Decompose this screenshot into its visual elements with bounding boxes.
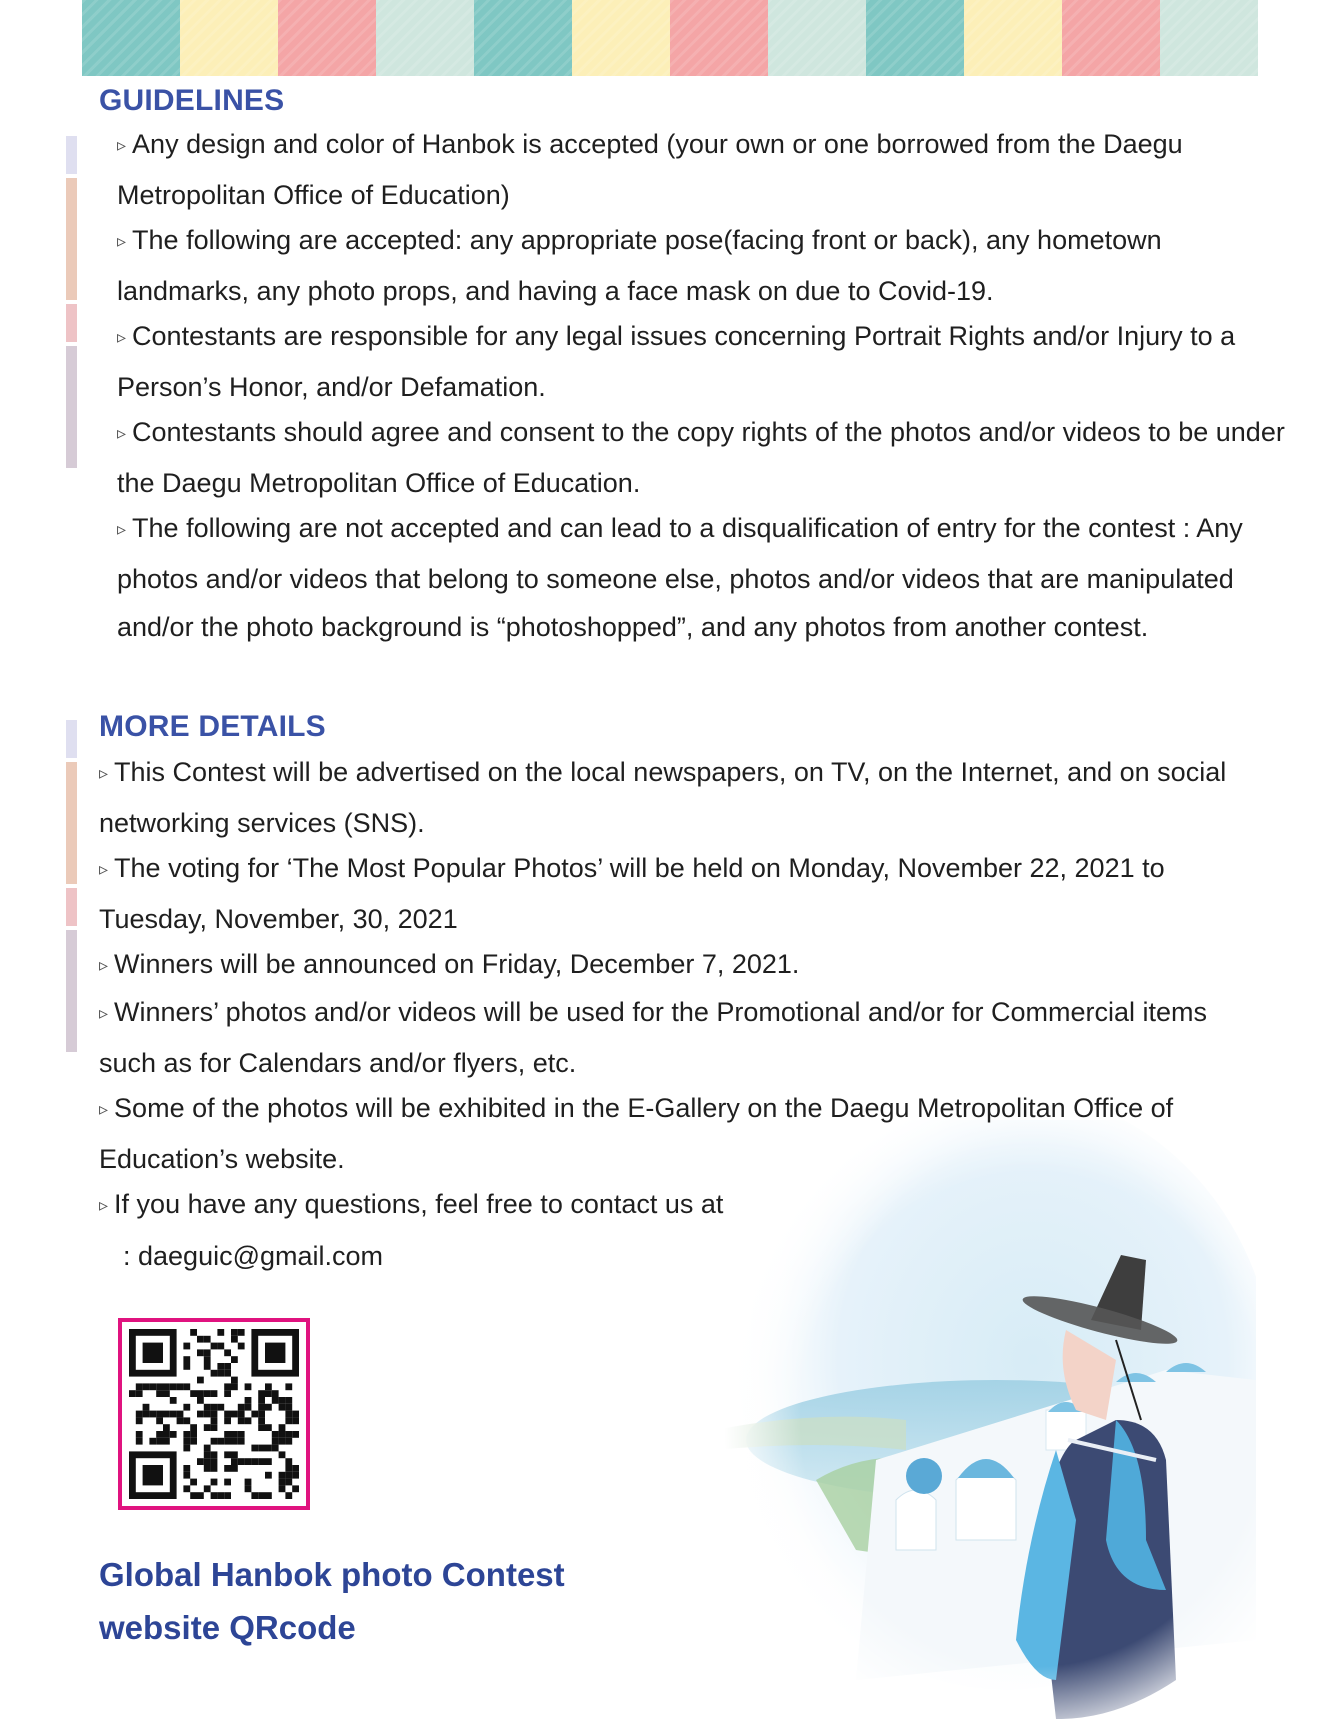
guideline-text: Contestants should agree and consent to the copy rights of the photos and/or videos to be under the Daegu Metropolitan Office of Education. [117, 417, 1285, 498]
band-segment [866, 0, 964, 76]
detail-item [99, 748, 1271, 847]
triangle-bullet-icon: ▹ [99, 859, 109, 879]
detail-text: Winners’ photos and/or videos will be used for the Promotional and/or for Commercial items such as for Calendars and/or flyers, etc. [99, 997, 1208, 1078]
qr-code-icon [129, 1329, 299, 1499]
detail-text: The voting for ‘The Most Popular Photos’ will be held on Monday, November 22, 2021 to Tuesday, November, 30, 2021 [99, 853, 1165, 934]
qr-caption [99, 1548, 565, 1654]
detail-text: If you have any questions, feel free to contact us at [114, 1189, 724, 1219]
guideline-item [99, 120, 1289, 219]
triangle-bullet-icon: ▹ [117, 519, 127, 539]
guideline-text: The following are not accepted and can lead to a disqualification of entry for the contest : Any photos and/or videos that belong to someone else, photos and/or videos that are manipulated and/or the photo background is “photoshopped”, and any photos from another contest. [117, 513, 1243, 642]
band-segment [670, 0, 768, 76]
side-accent-bar [66, 136, 77, 468]
qr-caption-line2: website QRcode [99, 1609, 356, 1646]
detail-text: This Contest will be advertised on the local newspapers, on TV, on the Internet, and on social networking services (SNS). [99, 757, 1227, 838]
contact-email[interactable]: : daeguic@gmail.com [123, 1241, 384, 1271]
band-segment [1062, 0, 1160, 76]
band-segment [964, 0, 1062, 76]
detail-text: Winners will be announced on Friday, December 7, 2021. [114, 949, 800, 979]
detail-item [99, 988, 1271, 1087]
triangle-bullet-icon: ▹ [99, 955, 109, 975]
band-segment [768, 0, 866, 76]
triangle-bullet-icon: ▹ [117, 423, 127, 443]
top-pattern-band [82, 0, 1258, 76]
band-segment [1160, 0, 1258, 76]
band-segment [474, 0, 572, 76]
detail-text: Some of the photos will be exhibited in the E-Gallery on the Daegu Metropolitan Office of Education’s website. [99, 1093, 1174, 1174]
detail-item [99, 1084, 1271, 1183]
triangle-bullet-icon: ▹ [117, 231, 127, 251]
detail-item [99, 1180, 1271, 1231]
band-segment [82, 0, 180, 76]
detail-item [99, 844, 1271, 943]
triangle-bullet-icon: ▹ [117, 135, 127, 155]
guideline-item [99, 312, 1289, 411]
qr-code[interactable] [118, 1318, 310, 1510]
guideline-item [99, 216, 1289, 315]
triangle-bullet-icon: ▹ [99, 763, 109, 783]
band-segment [376, 0, 474, 76]
band-segment [572, 0, 670, 76]
guideline-item [99, 408, 1289, 507]
triangle-bullet-icon: ▹ [99, 1195, 109, 1215]
guideline-item [99, 504, 1289, 651]
triangle-bullet-icon: ▹ [99, 1099, 109, 1119]
guideline-text: Any design and color of Hanbok is accepted (your own or one borrowed from the Daegu Metropolitan Office of Education) [117, 129, 1183, 210]
side-accent-bar [66, 720, 77, 1052]
qr-caption-line1: Global Hanbok photo Contest [99, 1556, 565, 1593]
more-details-heading: MORE DETAILS [99, 710, 326, 743]
guideline-text: The following are accepted: any appropriate pose(facing front or back), any hometown landmarks, any photo props, and having a face mask on due to Covid-19. [117, 225, 1162, 306]
triangle-bullet-icon: ▹ [99, 1003, 109, 1023]
band-segment [278, 0, 376, 76]
band-segment [180, 0, 278, 76]
detail-item [99, 940, 1271, 991]
guidelines-heading: GUIDELINES [99, 84, 285, 117]
triangle-bullet-icon: ▹ [117, 327, 127, 347]
guideline-text: Contestants are responsible for any legal issues concerning Portrait Rights and/or Injury to a Person’s Honor, and/or Defamation. [117, 321, 1236, 402]
